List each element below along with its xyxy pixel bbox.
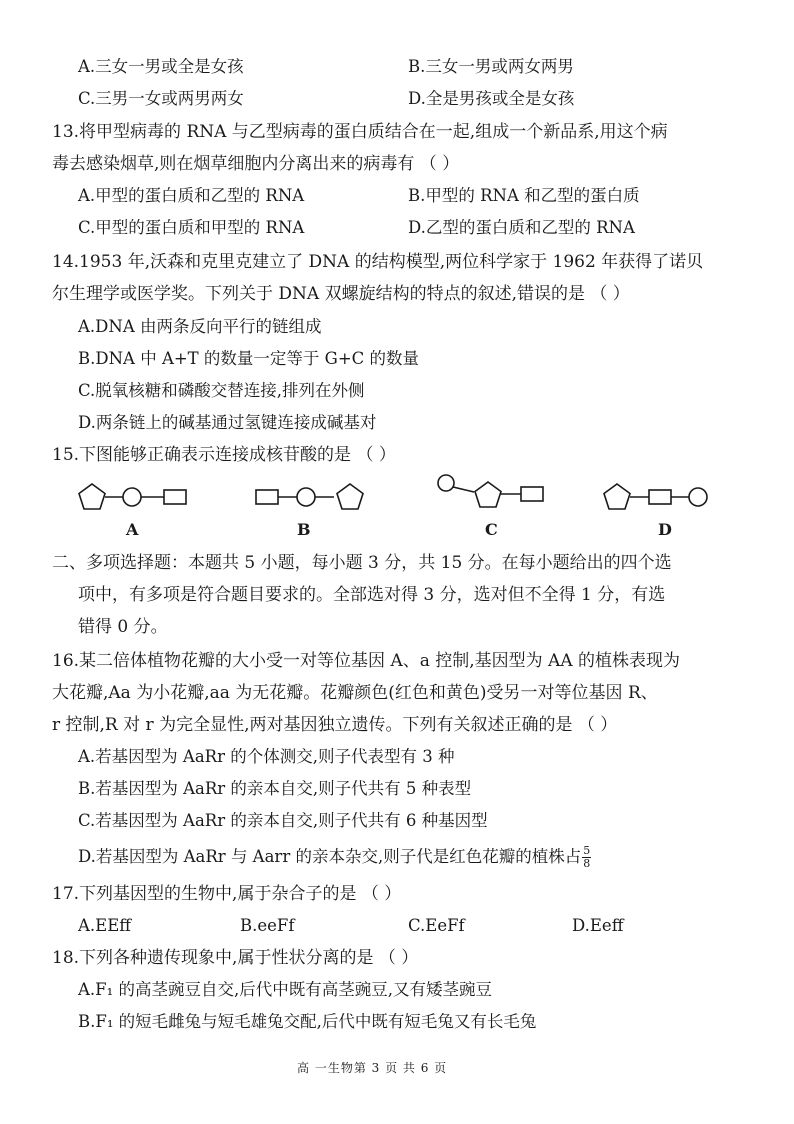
nucleotide-diagram-c: [433, 470, 553, 518]
pentagon-shape: [337, 484, 363, 509]
q16-option-b: B.若基因型为 AaRr 的亲本自交,则子代共有 5 种表型: [78, 779, 472, 798]
fraction: [582, 845, 591, 870]
nucleotide-diagram-b: [250, 478, 380, 518]
q14-option-c: C.脱氧核糖和磷酸交替连接,排列在外侧: [78, 381, 365, 400]
fraction-numerator: 5: [583, 844, 591, 857]
q17-option-c: C.EeFf: [408, 916, 465, 935]
circle-shape: [297, 488, 315, 506]
q14-stem-line1: 14.1953 年,沃森和克里克建立了 DNA 的结构模型,两位科学家于 1962 年获得了诺贝: [52, 252, 704, 272]
q12-option-c: C.三男一女或两男两女: [78, 89, 244, 108]
circle-shape: [689, 488, 707, 506]
fraction-denominator: 8: [583, 857, 591, 870]
q14-option-d: D.两条链上的碱基通过氢键连接成碱基对: [78, 413, 377, 432]
q12-option-a: A.三女一男或全是女孩: [78, 57, 244, 76]
section2-heading-line1: 二、多项选择题：本题共 5 小题，每小题 3 分，共 15 分。在每小题给出的四个选: [52, 553, 672, 573]
pentagon-shape: [604, 484, 630, 509]
q16-stem-line2: 大花瓣,Aa 为小花瓣,aa 为无花瓣。花瓣颜色(红色和黄色)受另一对等位基因 R、: [52, 683, 658, 703]
q13-option-b: B.甲型的 RNA 和乙型的蛋白质: [408, 186, 640, 205]
q12-option-d: D.全是男孩或全是女孩: [408, 89, 575, 108]
q13-option-a: A.甲型的蛋白质和乙型的 RNA: [78, 186, 305, 205]
q18-stem: 18.下列各种遗传现象中,属于性状分离的是 （ ）: [52, 948, 419, 968]
q18-option-b: B.F₁ 的短毛雌兔与短毛雄兔交配,后代中既有短毛兔又有长毛兔: [78, 1012, 537, 1031]
circle-shape: [438, 475, 454, 491]
q16-option-c: C.若基因型为 AaRr 的亲本自交,则子代共有 6 种基因型: [78, 811, 488, 830]
bond-line: [453, 487, 474, 492]
pentagon-shape: [475, 482, 501, 507]
q14-option-b: B.DNA 中 A+T 的数量一定等于 G+C 的数量: [78, 349, 420, 368]
q16-stem-line1: 16.某二倍体植物花瓣的大小受一对等位基因 A、a 控制,基因型为 AA 的植株表现为: [52, 651, 681, 671]
q16-option-d: [78, 845, 591, 870]
q12-option-b: B.三女一男或两女两男: [408, 57, 574, 76]
page-footer: 高 一生物第 3 页 共 6 页: [297, 1061, 448, 1075]
q18-option-a: A.F₁ 的高茎豌豆自交,后代中既有高茎豌豆,又有矮茎豌豆: [78, 980, 492, 999]
q13-option-d: D.乙型的蛋白质和乙型的 RNA: [408, 218, 635, 237]
q16-option-a: A.若基因型为 AaRr 的个体测交,则子代表型有 3 种: [78, 747, 455, 766]
q17-option-b: B.eeFf: [240, 916, 295, 935]
section2-heading-line2: 项中，有多项是符合题目要求的。全部选对得 3 分，选对但不全得 1 分，有选: [78, 585, 666, 605]
q16-option-d-text: D.若基因型为 AaRr 与 Aarr 的亲本杂交,则子代是红色花瓣的植株占: [78, 847, 582, 866]
diagram-label-a: A: [126, 520, 139, 539]
pentagon-shape: [79, 484, 105, 509]
circle-shape: [123, 488, 141, 506]
q13-stem-line2: 毒去感染烟草,则在烟草细胞内分离出来的病毒有 （ ）: [52, 154, 460, 174]
q14-option-a: A.DNA 由两条反向平行的链组成: [78, 317, 322, 336]
nucleotide-diagram-d: [597, 478, 722, 518]
q17-option-d: D.Eeff: [572, 916, 624, 935]
square-shape: [649, 490, 671, 504]
diagram-label-b: B: [297, 520, 311, 539]
square-shape: [256, 490, 278, 504]
q13-stem-line1: 13.将甲型病毒的 RNA 与乙型病毒的蛋白质结合在一起,组成一个新品系,用这个病: [52, 122, 668, 142]
q14-stem-line2: 尔生理学或医学奖。下列关于 DNA 双螺旋结构的特点的叙述,错误的是 （ ）: [52, 284, 630, 304]
q13-option-c: C.甲型的蛋白质和甲型的 RNA: [78, 218, 305, 237]
square-shape: [521, 487, 543, 501]
q15-stem: 15.下图能够正确表示连接成核苷酸的是 （ ）: [52, 445, 396, 465]
diagram-label-d: D: [658, 520, 672, 539]
square-shape: [164, 490, 186, 504]
q17-option-a: A.EEff: [78, 916, 131, 935]
q16-stem-line3: r 控制,R 对 r 为完全显性,两对基因独立遗传。下列有关叙述正确的是 （ ）: [52, 715, 618, 735]
nucleotide-diagram-a: [72, 478, 197, 518]
section2-heading-line3: 错得 0 分。: [78, 617, 168, 637]
diagram-label-c: C: [485, 520, 498, 539]
q17-stem: 17.下列基因型的生物中,属于杂合子的是 （ ）: [52, 884, 402, 904]
